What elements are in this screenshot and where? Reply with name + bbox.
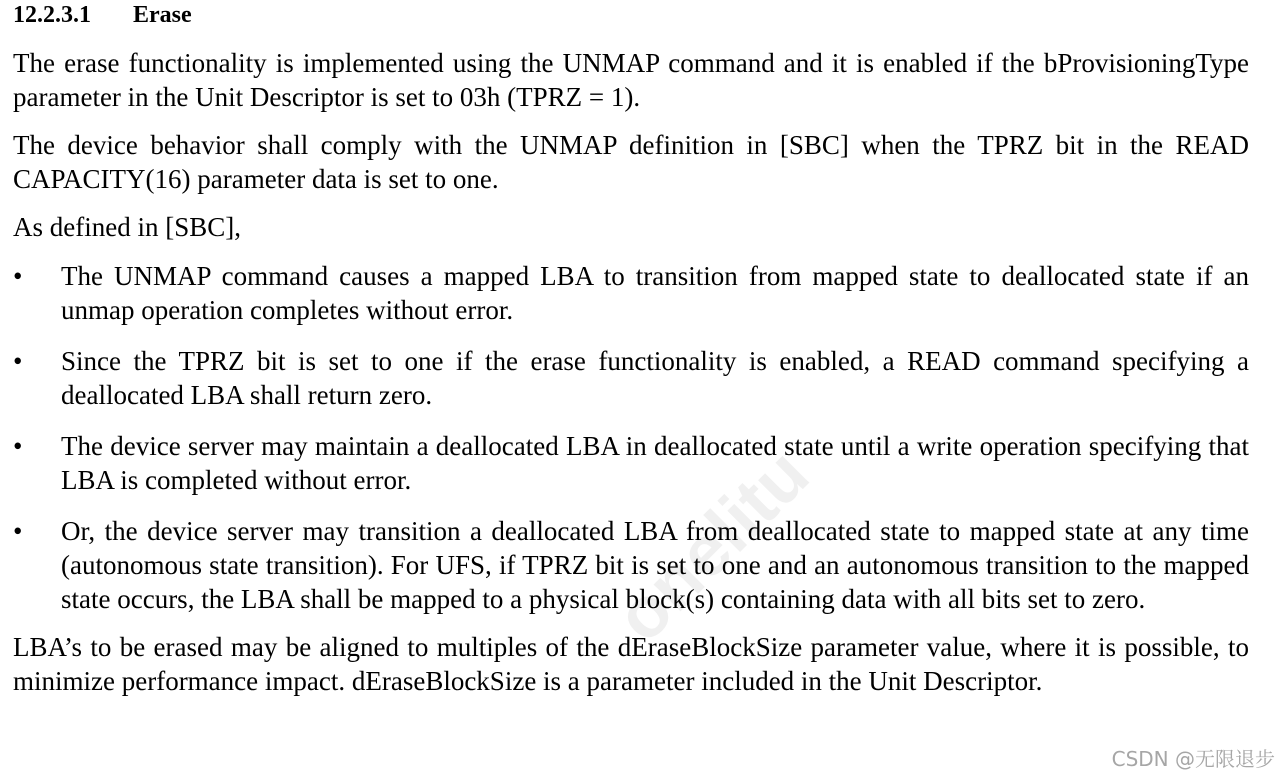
bullet-icon: •	[13, 516, 23, 546]
list-item-text: Since the TPRZ bit is set to one if the erase functionality is enabled, a READ command specifying a deallocated LBA shall return zero.	[61, 346, 1249, 410]
section-number: 12.2.3.1	[13, 2, 91, 28]
list-item-text: Or, the device server may transition a deallocated LBA from deallocated state to mapped state at any time (autonomous state transition). For UFS, if TPRZ bit is set to one and an autonomous transition to the mapped state occurs, the LBA shall be mapped to a physical block(s) containing data with all bits set to zero.	[61, 516, 1249, 614]
list-item	[13, 259, 1249, 327]
paragraph-as-defined: As defined in [SBC],	[13, 212, 241, 242]
diagonal-watermark: onelitu	[600, 433, 825, 658]
section-title: Erase	[133, 2, 192, 28]
bullet-list	[13, 259, 1249, 616]
paragraph-behavior: The device behavior shall comply with the UNMAP definition in [SBC] when the TPRZ bit in the READ CAPACITY(16) parameter data is set to one.	[13, 130, 1249, 194]
list-item	[13, 514, 1249, 616]
csdn-watermark: CSDN @无限退步	[1111, 747, 1275, 771]
list-item-text: The UNMAP command causes a mapped LBA to transition from mapped state to deallocated state if an unmap operation completes without error.	[61, 261, 1249, 325]
paragraph-closing: LBA’s to be erased may be aligned to multiples of the dEraseBlockSize parameter value, where it is possible, to minimize performance impact. dEraseBlockSize is a parameter included in the Unit Descriptor.	[13, 632, 1249, 696]
bullet-icon: •	[13, 346, 23, 376]
document-page	[13, 0, 1249, 698]
paragraph-intro: The erase functionality is implemented using the UNMAP command and it is enabled if the bProvisioningType parameter in the Unit Descriptor is set to 03h (TPRZ = 1).	[13, 48, 1249, 112]
section-heading	[13, 0, 1249, 29]
bullet-icon: •	[13, 261, 23, 291]
list-item-text: The device server may maintain a deallocated LBA in deallocated state until a write operation specifying that LBA is completed without error.	[61, 431, 1249, 495]
list-item	[13, 344, 1249, 412]
list-item	[13, 429, 1249, 497]
bullet-icon: •	[13, 431, 23, 461]
